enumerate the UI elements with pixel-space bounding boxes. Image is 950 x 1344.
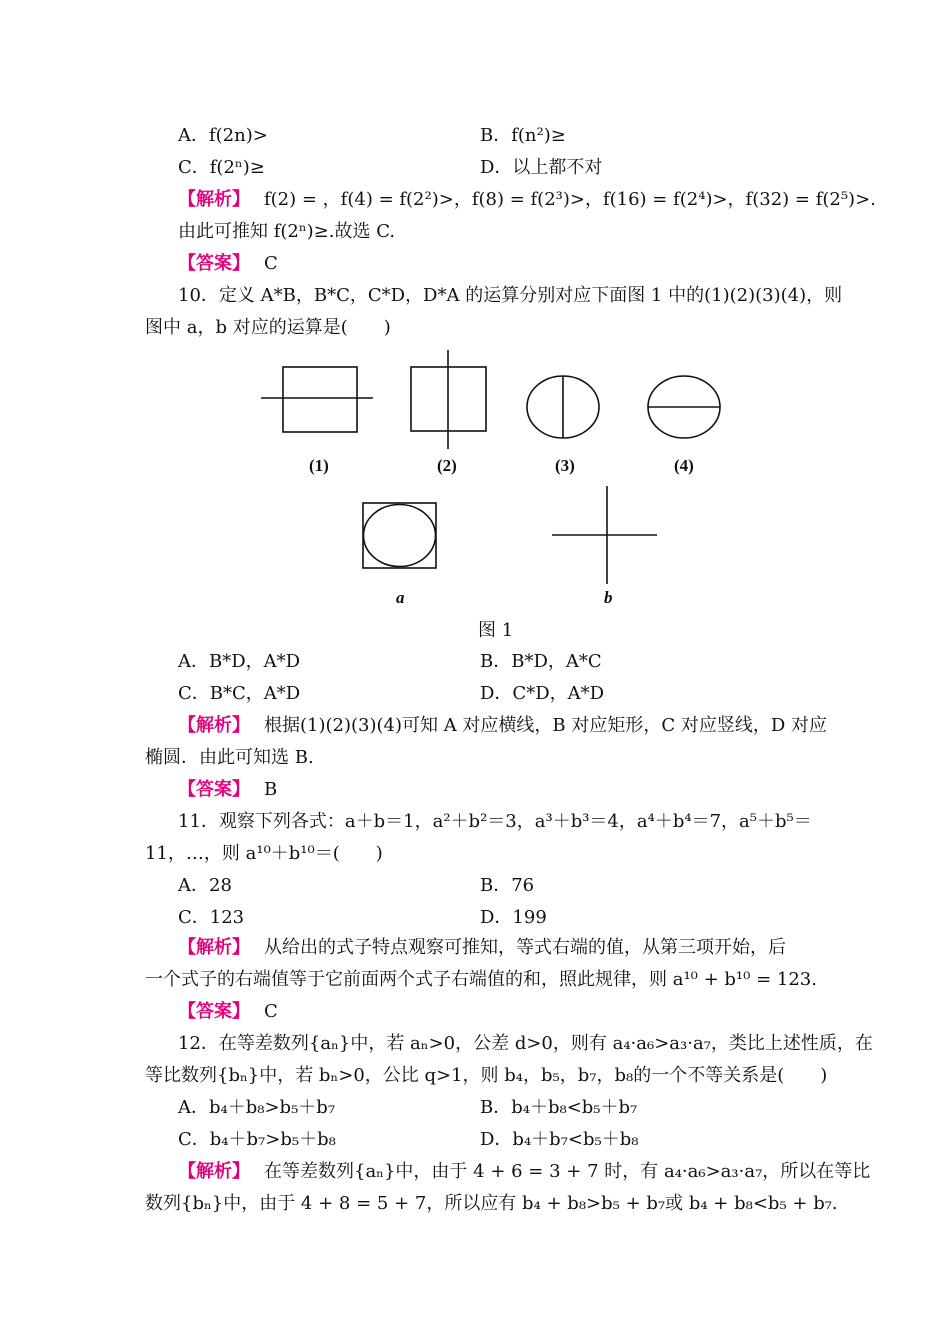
q12-analysis-line2: 数列{bₙ}中，由于 4 + 8 = 5 + 7，所以应有 b₄ + b₈>b₅ + b₇或 b₄ + b₈<b₅ + b₇.: [145, 1193, 838, 1214]
q10-analysis-line2: 椭圆．由此可知选 B.: [145, 747, 314, 768]
fig-label-3: (3): [555, 456, 575, 475]
q10-option-c: C．B*C，A*D: [178, 683, 301, 704]
fig-label-4: (4): [674, 456, 694, 475]
q11-option-a: A．28: [178, 875, 232, 896]
q10-answer-value: B: [264, 779, 278, 800]
q10-analysis: [178, 714, 827, 738]
q11-option-c: C．123: [178, 907, 245, 928]
q11-analysis-line1: 从给出的式子特点观察可推知，等式右端的值，从第三项开始，后: [264, 937, 786, 958]
q9-option-d: D．以上都不对: [480, 157, 603, 178]
q11-analysis: [178, 936, 786, 960]
analysis-tag: 【解析】: [178, 937, 250, 958]
q12-analysis: [178, 1160, 870, 1184]
q12-option-b: B．b₄＋b₈<b₅＋b₇: [480, 1097, 638, 1118]
q9-option-c: C．f(2ⁿ)≥: [178, 157, 265, 178]
q11-stem-line2: 11，…，则 a¹⁰＋b¹⁰＝( ): [145, 843, 383, 864]
fig-label-a: a: [396, 588, 405, 607]
q12-stem-line2: 等比数列{bₙ}中，若 bₙ>0，公比 q>1，则 b₄，b₅，b₇，b₈的一个不等关系是( ): [145, 1065, 828, 1086]
q9-analysis-line1: f(2) = ，f(4) = f(2²)>，f(8) = f(2³)>，f(16) = f(2⁴)>，f(32) = f(2⁵)>.: [264, 189, 876, 210]
q11-analysis-line2: 一个式子的右端值等于它前面两个式子右端值的和，照此规律，则 a¹⁰ + b¹⁰ = 123.: [145, 969, 817, 990]
q10-option-a: A．B*D，A*D: [178, 651, 301, 672]
q12-analysis-line1: 在等差数列{aₙ}中，由于 4 + 6 = 3 + 7 时，有 a₄·a₆>a₃·a₇，所以在等比: [264, 1161, 871, 1182]
q9-answer-value: C: [264, 253, 278, 274]
q11-option-b: B．76: [480, 875, 535, 896]
q9-option-a: A．f(2n)>: [178, 125, 268, 146]
fig-label-2: (2): [437, 456, 457, 475]
figure-caption: 图 1: [478, 620, 514, 641]
q11-answer: [178, 1000, 278, 1024]
fig-label-b: b: [604, 588, 613, 607]
q10-answer: [178, 778, 277, 802]
q10-option-b: B．B*D，A*C: [480, 651, 602, 672]
fig-label-1: (1): [309, 456, 329, 475]
q10-stem-line2: 图中 a，b 对应的运算是( ): [145, 317, 391, 338]
fig-a-ellipse: [364, 505, 436, 567]
analysis-tag: 【解析】: [178, 189, 250, 210]
q11-option-d: D．199: [480, 907, 547, 928]
fig1-rectangle: [283, 367, 357, 432]
q12-stem-line1: 12．在等差数列{aₙ}中，若 aₙ>0，公差 d>0，则有 a₄·a₆>a₃·a₇，类比上述性质，在: [178, 1033, 873, 1054]
analysis-tag: 【解析】: [178, 715, 250, 736]
answer-tag: 【答案】: [178, 253, 250, 274]
answer-tag: 【答案】: [178, 779, 250, 800]
q12-option-a: A．b₄＋b₈>b₅＋b₇: [178, 1097, 336, 1118]
q11-stem-line1: 11．观察下列各式：a＋b＝1，a²＋b²＝3，a³＋b³＝4，a⁴＋b⁴＝7，a⁵＋b⁵＝: [178, 811, 812, 832]
q9-option-b: B．f(n²)≥: [480, 125, 566, 146]
q10-analysis-line1: 根据(1)(2)(3)(4)可知 A 对应横线，B 对应矩形，C 对应竖线，D 对应: [264, 715, 828, 736]
q12-option-c: C．b₄＋b₇>b₅＋b₈: [178, 1129, 336, 1150]
figure-1: [0, 0, 950, 620]
q12-option-d: D．b₄＋b₇<b₅＋b₈: [480, 1129, 639, 1150]
answer-tag: 【答案】: [178, 1001, 250, 1022]
q10-stem-line1: 10．定义 A*B，B*C，C*D，D*A 的运算分别对应下面图 1 中的(1)(2)(3)(4)，则: [178, 285, 843, 306]
q9-analysis-line2: 由此可推知 f(2ⁿ)≥.故选 C.: [178, 221, 396, 242]
q10-option-d: D．C*D，A*D: [480, 683, 605, 704]
analysis-tag: 【解析】: [178, 1161, 250, 1182]
q11-answer-value: C: [264, 1001, 278, 1022]
